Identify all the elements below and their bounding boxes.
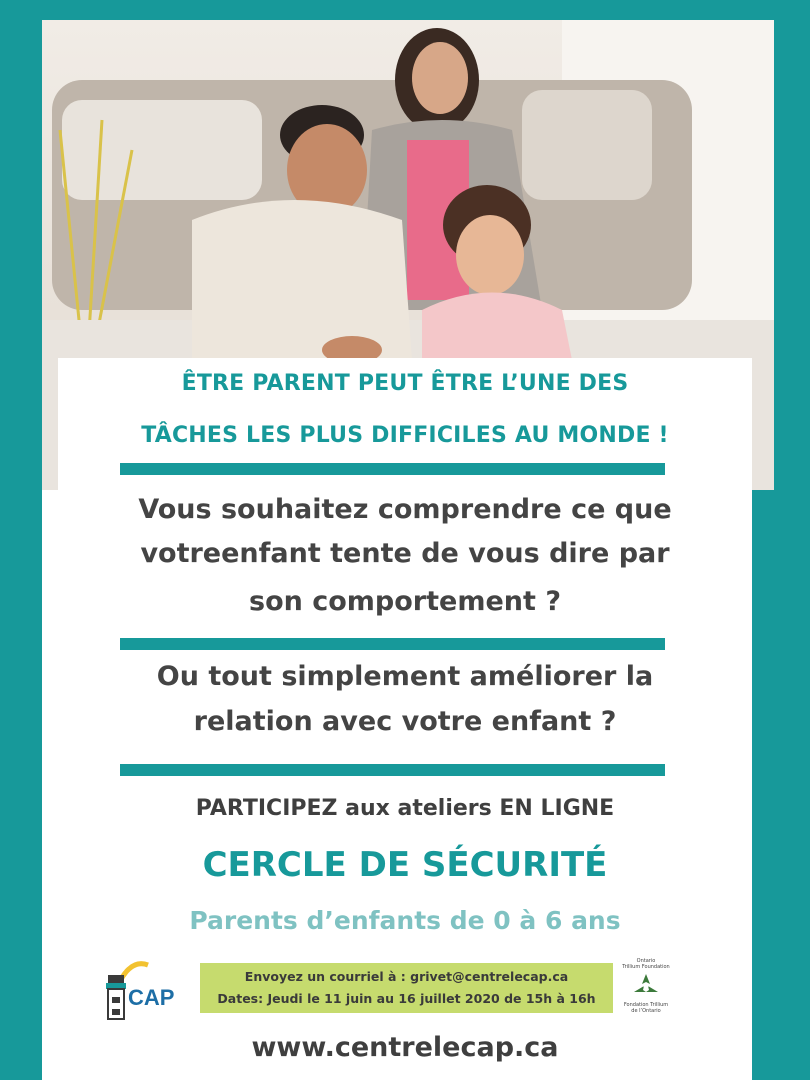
email-line: Envoyez un courriel à : grivet@centrelecap.ca — [244, 969, 569, 984]
audience-subtitle: Parents d’enfants de 0 à 6 ans — [189, 906, 621, 935]
sponsor-name-en-1: Ontario — [636, 958, 656, 964]
teal-frame-left — [0, 0, 42, 1080]
divider-2 — [120, 638, 665, 650]
headline-line-2: TÂCHES LES PLUS DIFFICILES AU MONDE ! — [141, 423, 669, 448]
cap-logo-text: CAP — [128, 985, 175, 1010]
lighthouse-icon — [98, 955, 190, 1027]
question-2-line-2: relation avec votre enfant ? — [193, 706, 617, 737]
program-title: CERCLE DE SÉCURITÉ — [202, 845, 608, 885]
sponsor-name-en-2: Trillium Foundation — [622, 964, 670, 970]
website-link[interactable]: www.centrelecap.ca — [251, 1032, 559, 1063]
sponsor-name-fr-2: de l’Ontario — [631, 1008, 661, 1014]
divider-1 — [120, 463, 665, 475]
sponsor-name-fr-1: Fondation Trillium — [623, 1002, 669, 1008]
trillium-foundation-logo — [618, 958, 674, 1020]
question-1-line-2: votreenfant tente de vous dire par — [140, 538, 670, 569]
teal-frame-right-lower — [752, 490, 810, 1080]
info-box — [200, 963, 613, 1013]
headline-line-1: ÊTRE PARENT PEUT ÊTRE L’UNE DES — [181, 371, 629, 396]
trillium-flower-icon — [618, 970, 674, 998]
question-1-line-3: son comportement ? — [249, 586, 561, 617]
question-2-line-1: Ou tout simplement améliorer la — [156, 661, 654, 692]
call-to-action: PARTICIPEZ aux ateliers EN LIGNE — [195, 796, 615, 821]
question-1-line-1: Vous souhaitez comprendre ce que — [138, 494, 672, 525]
dates-line: Dates: Jeudi le 11 juin au 16 juillet 2020 de 15h à 16h — [217, 991, 596, 1006]
divider-3 — [120, 764, 665, 776]
teal-frame-top — [0, 0, 810, 20]
cap-logo — [98, 955, 190, 1027]
